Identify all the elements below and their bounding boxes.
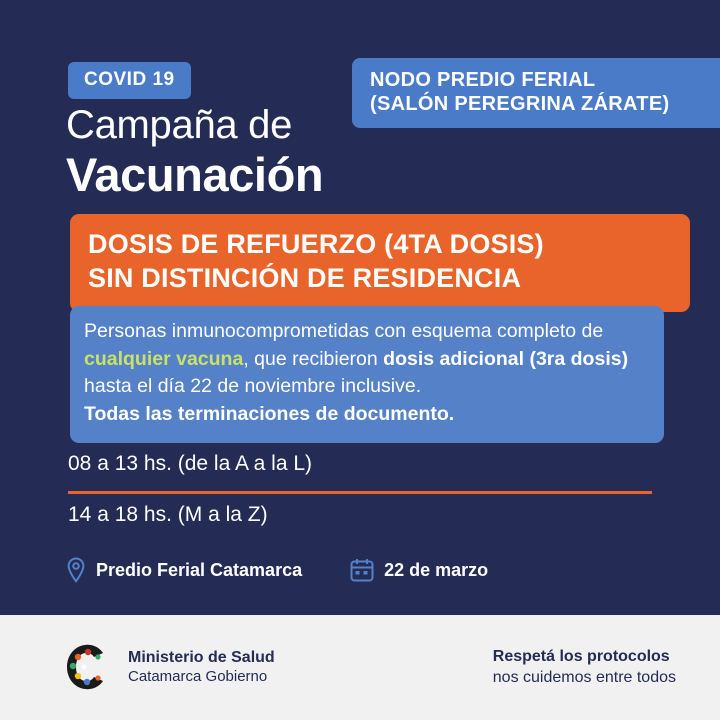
campaign-title-line1: Campaña de bbox=[66, 103, 293, 147]
campaign-title-line2: Vacunación bbox=[66, 148, 324, 201]
schedule-morning: 08 a 13 hs. (de la A a la L) bbox=[68, 452, 313, 475]
calendar-icon bbox=[350, 558, 374, 583]
info-row bbox=[66, 557, 488, 583]
eligibility-bold-dose: dosis adicional (3ra dosis) bbox=[383, 347, 629, 370]
nodo-badge-line1: NODO PREDIO FERIAL bbox=[370, 69, 596, 91]
covid-badge: COVID 19 bbox=[68, 62, 191, 99]
protocol-line1: Respetá los protocolos bbox=[492, 647, 670, 665]
eligibility-bold-documents: Todas las terminaciones de documento. bbox=[84, 403, 455, 426]
dose-banner-line2: SIN DISTINCIÓN DE RESIDENCIA bbox=[88, 262, 522, 293]
protocol-line2: nos cuidemos entre todos bbox=[492, 668, 676, 686]
catamarca-logo-icon bbox=[60, 641, 114, 695]
nodo-badge bbox=[352, 58, 720, 128]
ministry-name: Ministerio de Salud bbox=[128, 649, 275, 667]
eligibility-text-part3: hasta el día 22 de noviembre inclusive. bbox=[84, 375, 422, 398]
nodo-badge-line2: (SALÓN PEREGRINA ZÁRATE) bbox=[370, 93, 670, 116]
protocol-block bbox=[493, 647, 676, 689]
ministry-block bbox=[60, 641, 275, 695]
ministry-subtitle: Catamarca Gobierno bbox=[128, 668, 268, 686]
schedule-divider bbox=[68, 491, 652, 494]
eligibility-box bbox=[70, 306, 664, 443]
location-pin-icon bbox=[66, 557, 86, 583]
eligibility-text-part1: Personas inmunocomprometidas con esquema completo de bbox=[84, 320, 604, 342]
location-label: Predio Ferial Catamarca bbox=[96, 559, 303, 580]
schedule-afternoon: 14 a 18 hs. (M a la Z) bbox=[68, 503, 268, 526]
date-label: 22 de marzo bbox=[384, 559, 489, 580]
ministry-text bbox=[128, 648, 275, 687]
dose-banner-line1: DOSIS DE REFUERZO (4TA DOSIS) bbox=[88, 229, 544, 259]
poster-footer bbox=[0, 615, 720, 720]
dose-banner bbox=[70, 214, 690, 312]
eligibility-text-part2: , que recibieron bbox=[243, 347, 384, 370]
eligibility-highlight: cualquier vacuna bbox=[84, 347, 244, 370]
